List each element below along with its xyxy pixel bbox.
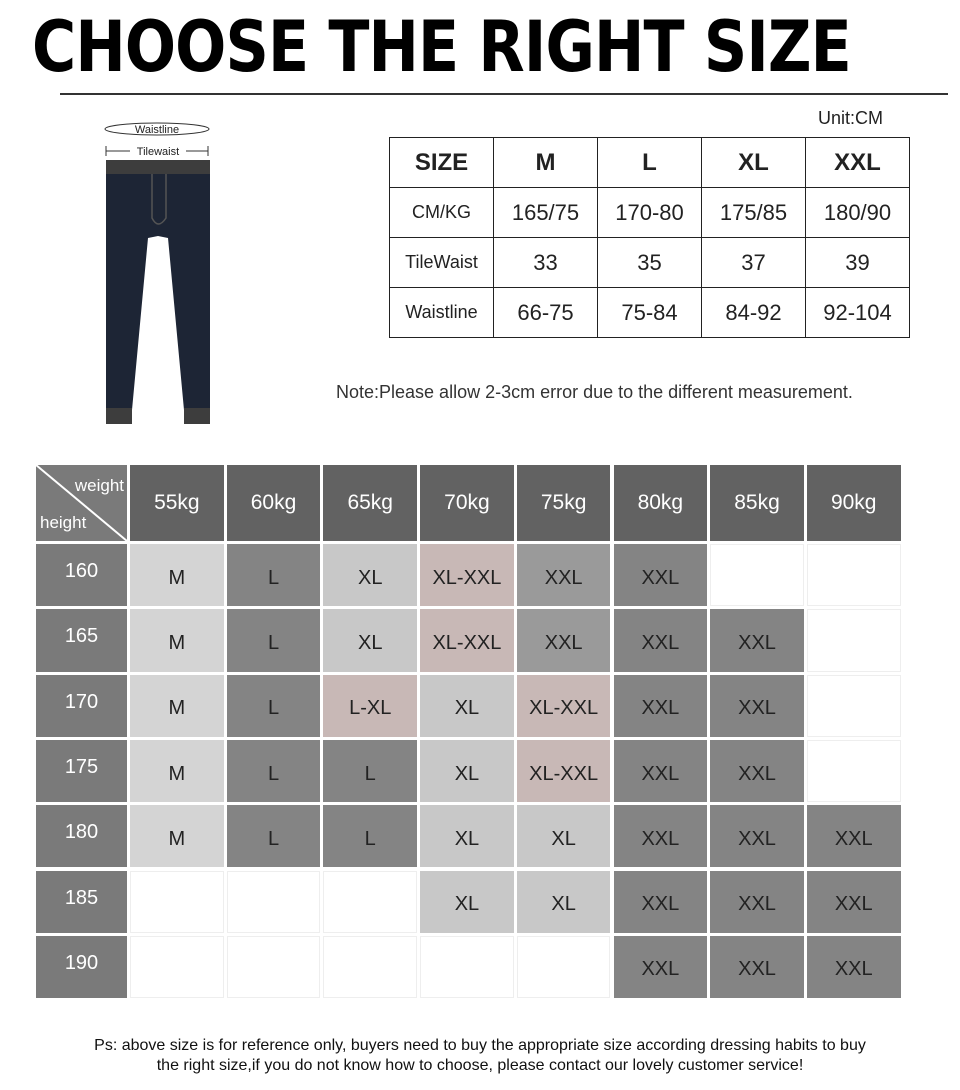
size-cell: XXL bbox=[517, 609, 611, 671]
title-divider bbox=[60, 93, 948, 95]
size-cell: L bbox=[227, 544, 321, 606]
weight-header-cell: 90kg bbox=[807, 465, 901, 541]
page-title: CHOOSE THE RIGHT SIZE bbox=[32, 6, 851, 88]
spec-row bbox=[390, 188, 910, 238]
size-cell bbox=[227, 871, 321, 933]
size-cell: XL bbox=[420, 871, 514, 933]
size-cell: XL-XXL bbox=[517, 675, 611, 737]
size-cell bbox=[807, 609, 901, 671]
size-cell bbox=[710, 544, 804, 606]
spec-row bbox=[390, 238, 910, 288]
size-cell: L bbox=[227, 740, 321, 802]
size-cell: XXL bbox=[614, 675, 708, 737]
weight-header-cell: 65kg bbox=[323, 465, 417, 541]
size-cell: XXL bbox=[614, 936, 708, 998]
spec-cell: 33 bbox=[494, 238, 598, 288]
height-row-header: 175 bbox=[36, 740, 127, 802]
size-cell bbox=[807, 740, 901, 802]
size-spec-table bbox=[389, 137, 910, 338]
height-row-header: 185 bbox=[36, 871, 127, 933]
size-cell: XXL bbox=[807, 805, 901, 867]
size-cell: XXL bbox=[614, 871, 708, 933]
weight-header-cell: 80kg bbox=[614, 465, 708, 541]
unit-label: Unit:CM bbox=[818, 108, 884, 128]
spec-header-cell: XL bbox=[702, 138, 806, 188]
size-cell bbox=[420, 936, 514, 998]
spec-header-row bbox=[390, 138, 910, 188]
size-cell: XXL bbox=[517, 544, 611, 606]
spec-row-label: Waistline bbox=[390, 288, 494, 338]
spec-cell: 66-75 bbox=[494, 288, 598, 338]
size-cell bbox=[517, 936, 611, 998]
size-cell: XXL bbox=[710, 871, 804, 933]
spec-header-cell: L bbox=[598, 138, 702, 188]
tilewaist-label: Tilewaist bbox=[136, 146, 180, 158]
size-cell: XXL bbox=[614, 544, 708, 606]
corner-weight-label: weight bbox=[74, 476, 124, 495]
size-cell: L bbox=[227, 805, 321, 867]
size-cell bbox=[227, 936, 321, 998]
spec-cell: 165/75 bbox=[494, 188, 598, 238]
size-recommendation-grid bbox=[36, 465, 900, 998]
spec-header-cell: M bbox=[494, 138, 598, 188]
size-cell: XL bbox=[420, 675, 514, 737]
size-cell: XL bbox=[517, 805, 611, 867]
grid-corner bbox=[36, 465, 127, 541]
spec-row-label: CM/KG bbox=[390, 188, 494, 238]
spec-cell: 92-104 bbox=[806, 288, 910, 338]
height-row-header: 190 bbox=[36, 936, 127, 998]
spec-cell: 84-92 bbox=[702, 288, 806, 338]
measurement-note: Note:Please allow 2-3cm error due to the different measurement. bbox=[336, 382, 853, 402]
spec-cell: 75-84 bbox=[598, 288, 702, 338]
size-cell bbox=[130, 936, 224, 998]
size-cell: XL-XXL bbox=[420, 544, 514, 606]
size-cell: M bbox=[130, 609, 224, 671]
height-row-header: 170 bbox=[36, 675, 127, 737]
size-cell: XXL bbox=[807, 871, 901, 933]
size-cell: XXL bbox=[710, 805, 804, 867]
spec-cell: 39 bbox=[806, 238, 910, 288]
size-cell bbox=[807, 675, 901, 737]
size-cell: XXL bbox=[614, 805, 708, 867]
spec-cell: 175/85 bbox=[702, 188, 806, 238]
size-cell: L bbox=[323, 740, 417, 802]
spec-cell: 180/90 bbox=[806, 188, 910, 238]
size-cell: XXL bbox=[807, 936, 901, 998]
size-cell: XXL bbox=[710, 675, 804, 737]
size-cell bbox=[130, 871, 224, 933]
size-cell: XXL bbox=[710, 936, 804, 998]
size-cell: XXL bbox=[710, 609, 804, 671]
height-row-header: 180 bbox=[36, 805, 127, 867]
size-cell: L bbox=[227, 675, 321, 737]
spec-cell: 37 bbox=[702, 238, 806, 288]
size-cell: M bbox=[130, 544, 224, 606]
size-cell: L bbox=[323, 805, 417, 867]
size-cell: XXL bbox=[614, 740, 708, 802]
weight-header-cell: 70kg bbox=[420, 465, 514, 541]
size-cell bbox=[323, 936, 417, 998]
height-row-header: 165 bbox=[36, 609, 127, 671]
size-cell: M bbox=[130, 740, 224, 802]
reference-notice bbox=[0, 1036, 960, 1076]
spec-header-cell: SIZE bbox=[390, 138, 494, 188]
size-cell: L bbox=[227, 609, 321, 671]
size-cell: XL-XXL bbox=[420, 609, 514, 671]
size-cell: XL bbox=[323, 544, 417, 606]
size-cell: XL bbox=[420, 805, 514, 867]
weight-header-cell: 55kg bbox=[130, 465, 224, 541]
size-cell: XXL bbox=[614, 609, 708, 671]
size-cell: XL-XXL bbox=[517, 740, 611, 802]
reference-notice-line-2: the right size,if you do not know how to choose, please contact our lovely customer service! bbox=[156, 1057, 804, 1074]
spec-header-cell: XXL bbox=[806, 138, 910, 188]
size-cell: XL bbox=[420, 740, 514, 802]
reference-notice-line-1: Ps: above size is for reference only, buyers need to buy the appropriate size according dressing habits to buy bbox=[94, 1037, 866, 1054]
size-cell: L-XL bbox=[323, 675, 417, 737]
size-cell: M bbox=[130, 805, 224, 867]
spec-cell: 170-80 bbox=[598, 188, 702, 238]
height-row-header: 160 bbox=[36, 544, 127, 606]
size-cell: XXL bbox=[710, 740, 804, 802]
spec-row-label: TileWaist bbox=[390, 238, 494, 288]
size-cell: XL bbox=[323, 609, 417, 671]
size-cell bbox=[807, 544, 901, 606]
size-cell bbox=[323, 871, 417, 933]
weight-header-cell: 75kg bbox=[517, 465, 611, 541]
spec-cell: 35 bbox=[598, 238, 702, 288]
weight-header-cell: 60kg bbox=[227, 465, 321, 541]
waistline-label: Waistline bbox=[134, 124, 180, 136]
size-cell: XL bbox=[517, 871, 611, 933]
size-cell: M bbox=[130, 675, 224, 737]
spec-row bbox=[390, 288, 910, 338]
weight-header-cell: 85kg bbox=[710, 465, 804, 541]
pants-illustration bbox=[100, 118, 220, 430]
corner-height-label: height bbox=[40, 513, 87, 532]
